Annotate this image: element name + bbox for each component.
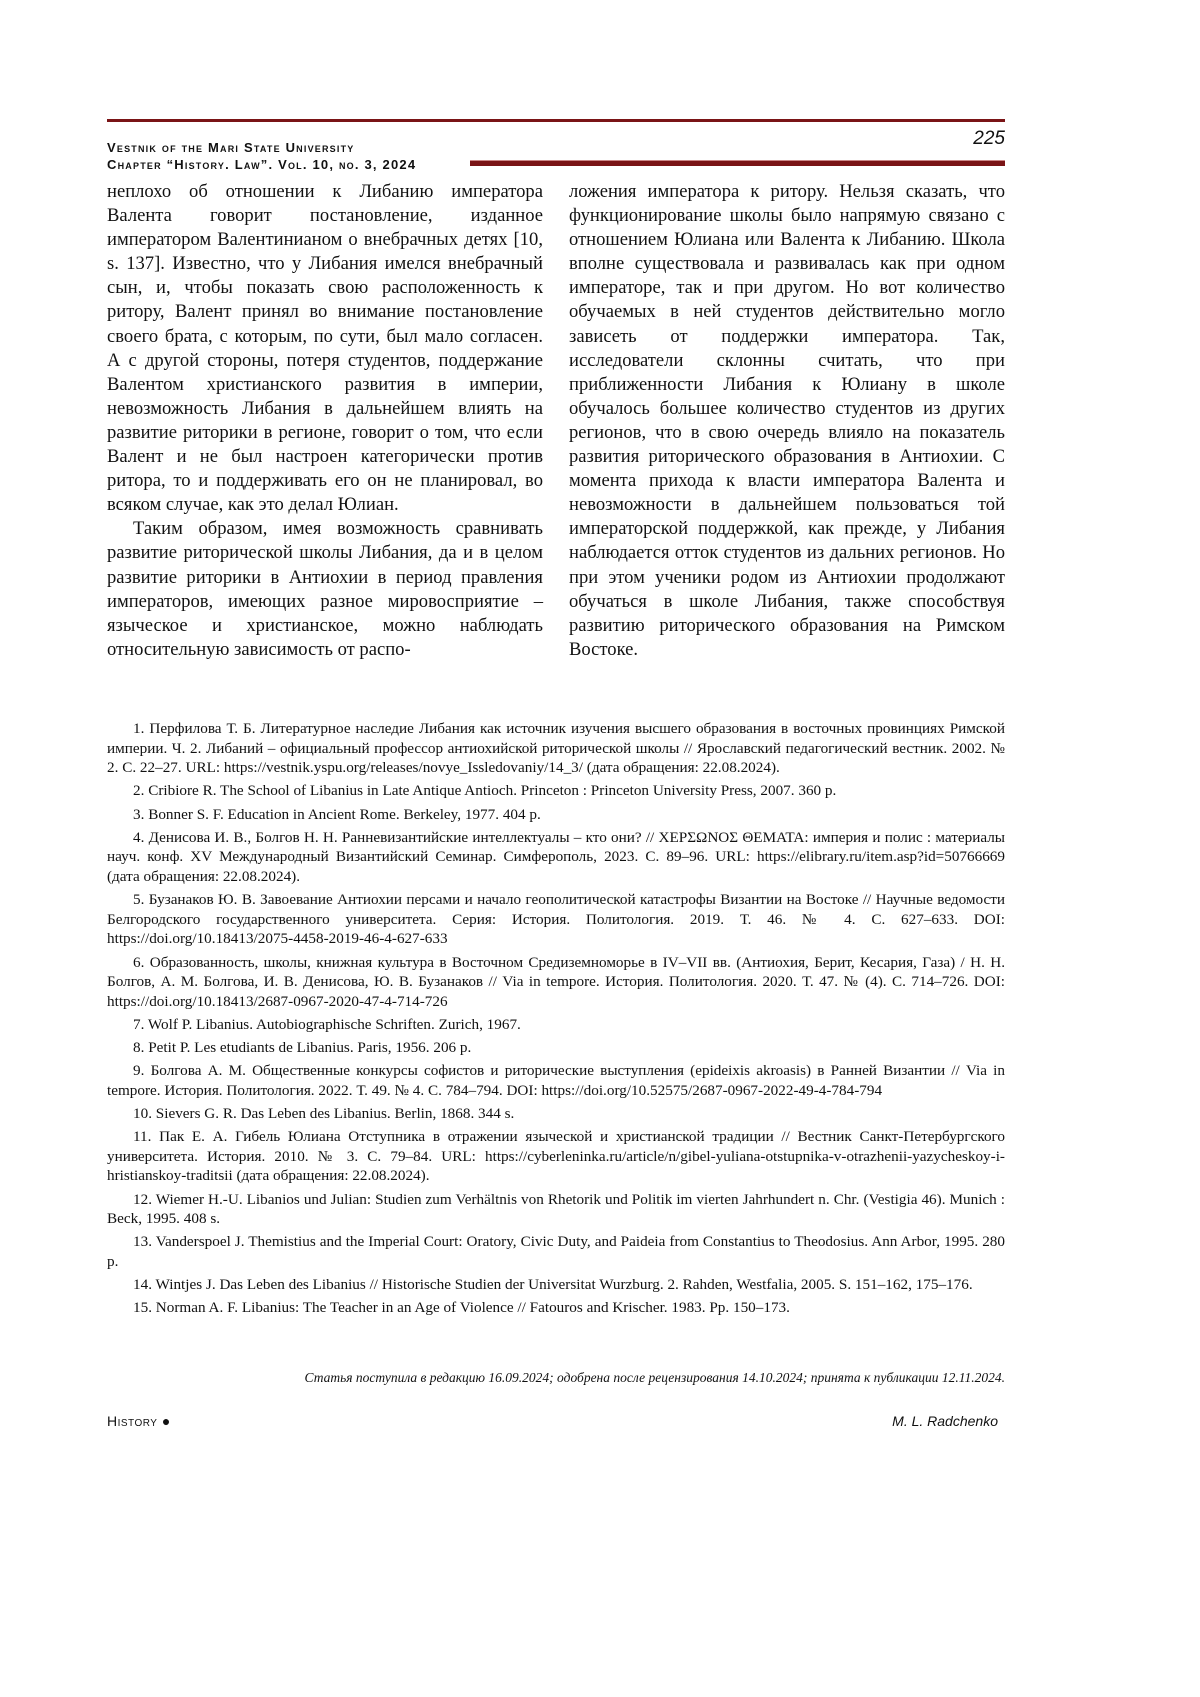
footer-author: M. L. Radchenko — [892, 1413, 998, 1429]
chapter-info: Chapter “History. Law”. Vol. 10, no. 3, 2024 — [107, 156, 416, 173]
header-rule-bottom — [470, 160, 1005, 166]
paragraph: неплохо об отношении к Либанию императора Валента говорит постановление, изданное императором Валентинианом о внебрачных детях [10, s. 137]. Известно, что у Либания имелся внебрачный сын, и, чтобы показать свою расположенность к ритору, Валент принял во внимание постановление своего брата, с которым, по сути, был мало согласен. А с другой стороны, потеря студентов, поддержание Валентом христианского развития в империи, невозможность Либания в дальнейшем влиять на развитие риторики в регионе, говорит о том, что если Валент и не был настроен категорически против ритора, то и поддерживать его он не планировал, во всяком случае, как это делал Юлиан. — [107, 180, 543, 517]
reference-item: 9. Болгова А. М. Общественные конкурсы софистов и риторические выступления (epideixis akroasis) в Ранней Византии // Via in tempore. История. Политология. 2022. Т. 49. № 4. С. 784–794. DOI: https://doi.org/10.52575/2687-0967-2022-49-4-784-794 — [107, 1061, 1005, 1100]
page-number: 225 — [973, 128, 1005, 150]
reference-item: 10. Sievers G. R. Das Leben des Libanius. Berlin, 1868. 344 s. — [107, 1104, 1005, 1124]
paragraph: ложения императора к ритору. Нельзя сказать, что функционирование школы было напрямую связано с отношением Юлиана или Валента к Либанию. Школа вполне существовала и развивалась как при одном императоре, так и при другом. Но вот количество обучаемых в ней студентов действительно могло зависеть от поддержки императора. Так, исследователи склонны считать, что при приближенности Либания к Юлиану в школе обучалось большее количество студентов из других регионов, что в свою очередь влияло на показатель развития риторического образования в Антиохии. С момента прихода к власти императора Валента и невозможности в дальнейшем пользоваться той императорской поддержкой, как прежде, у Либания наблюдается отток студентов из дальних регионов. Но при этом ученики родом из Антиохии продолжают обучаться в школе Либания, также способствуя развитию риторического образования на Римском Востоке. — [569, 180, 1005, 662]
reference-list — [107, 719, 1005, 1322]
body-right-column — [569, 180, 1005, 662]
reference-item: 7. Wolf P. Libanius. Autobiographische Schriften. Zurich, 1967. — [107, 1015, 1005, 1035]
running-header — [107, 139, 416, 173]
reference-item: 8. Petit P. Les etudiants de Libanius. Paris, 1956. 206 p. — [107, 1038, 1005, 1058]
submission-note: Статья поступила в редакцию 16.09.2024; одобрена после рецензирования 14.10.2024; принята к публикации 12.11.2024. — [305, 1370, 1005, 1386]
reference-item: 3. Bonner S. F. Education in Ancient Rome. Berkeley, 1977. 404 p. — [107, 805, 1005, 825]
reference-item: 15. Norman A. F. Libanius: The Teacher in an Age of Violence // Fatouros and Krischer. 1983. Pp. 150–173. — [107, 1298, 1005, 1318]
reference-item: 4. Денисова И. В., Болгов Н. Н. Ранневизантийские интеллектуалы – кто они? // ΧΕΡΣΩΝΟΣ ΘΕΜΑΤΑ: империя и полис : материалы науч. конф. XV Международный Византийский Семинар. Симферополь, 2023. С. 89–96. URL: https://elibrary.ru/item.asp?id=50766669 (дата обращения: 22.08.2024). — [107, 828, 1005, 887]
reference-item: 1. Перфилова Т. Б. Литературное наследие Либания как источник изучения высшего образования в восточных провинциях Римской империи. Ч. 2. Либаний – официальный профессор антиохийской риторической школы // Ярославский педагогический вестник. 2002. № 2. С. 22–27. URL: https://vestnik.yspu.org/releases/novye_Issledovaniy/14_3/ (дата обращения: 22.08.2024). — [107, 719, 1005, 778]
body-left-column — [107, 180, 543, 662]
reference-item: 14. Wintjes J. Das Leben des Libanius // Historische Studien der Universitat Wurzburg. 2. Rahden, Westfalia, 2005. S. 151–162, 175–176. — [107, 1275, 1005, 1295]
reference-item: 13. Vanderspoel J. Themistius and the Imperial Court: Oratory, Civic Duty, and Paideia from Constantius to Theodosius. Ann Arbor, 1995. 280 p. — [107, 1232, 1005, 1271]
reference-item: 12. Wiemer H.-U. Libanios und Julian: Studien zum Verhältnis von Rhetorik und Politik im vierten Jahrhundert n. Chr. (Vestigia 46). Munich : Beck, 1995. 408 s. — [107, 1190, 1005, 1229]
header-rule-top — [107, 119, 1005, 122]
paragraph: Таким образом, имея возможность сравнивать развитие риторической школы Либания, да и в целом развитие риторики в Антиохии в период правления императоров, имеющих разное мировосприятие – языческое и христианское, можно наблюдать относительную зависимость от распо- — [107, 517, 543, 662]
footer-section: History ● — [107, 1413, 171, 1429]
reference-item: 2. Cribiore R. The School of Libanius in Late Antique Antioch. Princeton : Princeton University Press, 2007. 360 p. — [107, 781, 1005, 801]
journal-name: Vestnik of the Mari State University — [107, 139, 416, 156]
reference-item: 11. Пак Е. А. Гибель Юлиана Отступника в отражении языческой и христианской традиции // Вестник Санкт-Петербургского университета. История. 2010. № 3. С. 79–84. URL: https://cyberleninka.ru/article/n/gibel-yuliana-otstupnika-v-otrazhenii-yazycheskoy-i-hristianskoy-traditsii (дата обращения: 22.08.2024). — [107, 1127, 1005, 1186]
reference-item: 6. Образованность, школы, книжная культура в Восточном Средиземноморье в IV–VII вв. (Антиохия, Берит, Кесария, Газа) / Н. Н. Болгов, А. М. Болгова, И. В. Денисова, Ю. В. Бузанаков // Via in tempore. История. Политология. 2020. Т. 47. № (4). С. 714–726. DOI: https://doi.org/10.18413/2687-0967-2020-47-4-714-726 — [107, 953, 1005, 1012]
reference-item: 5. Бузанаков Ю. В. Завоевание Антиохии персами и начало геополитической катастрофы Византии на Востоке // Научные ведомости Белгородского государственного университета. Серия: История. Политология. 2019. Т. 46. № 4. С. 627–633. DOI: https://doi.org/10.18413/2075-4458-2019-46-4-627-633 — [107, 890, 1005, 949]
